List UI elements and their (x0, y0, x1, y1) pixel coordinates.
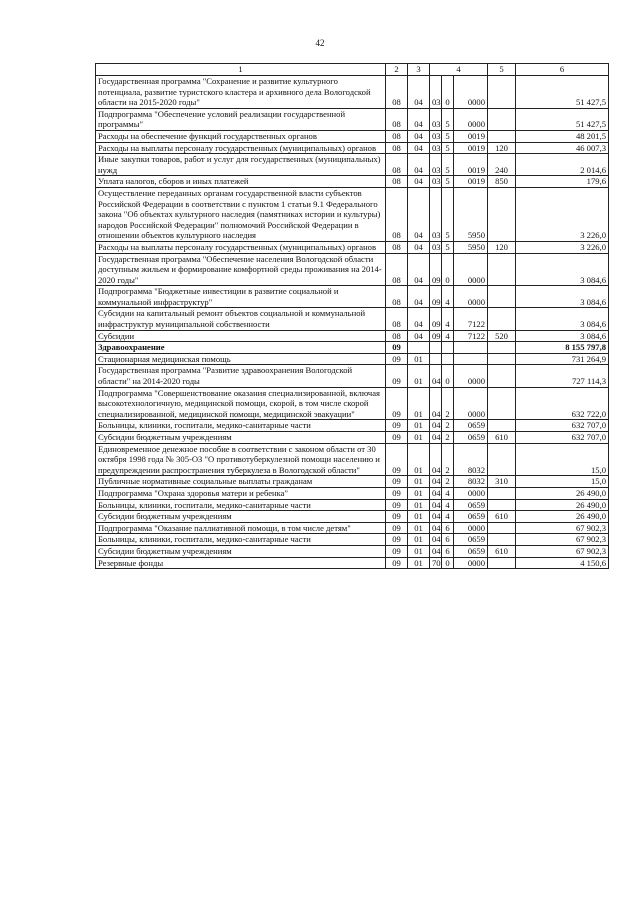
row-target-direction-cell: 0659 (454, 499, 488, 511)
table-row (96, 432, 609, 444)
row-target-program-cell: 09 (430, 308, 442, 330)
table-row (96, 176, 609, 188)
table-row (96, 130, 609, 142)
row-target-direction-cell: 0659 (454, 534, 488, 546)
row-target-program-cell: 04 (430, 545, 442, 557)
row-subsection-cell: 01 (408, 545, 430, 557)
row-expense-type-cell: 610 (488, 511, 516, 523)
row-target-program-cell: 09 (430, 253, 442, 286)
row-subsection-cell: 01 (408, 476, 430, 488)
row-section-cell: 09 (386, 476, 408, 488)
row-name-cell: Государственная программа "Обеспечение населения Вологодской области доступным жильем и формирование комфортной среды проживания на 2014-2020 годы" (96, 253, 386, 286)
row-target-program-cell: 03 (430, 176, 442, 188)
row-subsection-cell: 01 (408, 420, 430, 432)
row-name-cell: Осуществление переданных органам государственной власти субъектов Российской Федерации в соответствии с пунктом 1 статьи 9.1 Федерального закона "Об объектах культурного наследия (памятниках истории и культуры) народов Российской Федерации" полномочий Российской Федерации в отношении объектов культурного наследия (96, 187, 386, 241)
header-col-section: 2 (386, 64, 408, 76)
table-row (96, 476, 609, 488)
row-subsection-cell: 01 (408, 534, 430, 546)
row-subsection-cell: 01 (408, 353, 430, 365)
row-sum-cell: 26 490,0 (516, 511, 609, 523)
row-target-subprogram-cell: 5 (442, 130, 454, 142)
row-section-cell: 09 (386, 353, 408, 365)
row-section-cell: 08 (386, 308, 408, 330)
table-row (96, 142, 609, 154)
row-expense-type-cell (488, 499, 516, 511)
table-row (96, 499, 609, 511)
table-row (96, 443, 609, 476)
row-name-cell: Больницы, клиники, госпитали, медико-санитарные части (96, 534, 386, 546)
row-subsection-cell: 01 (408, 487, 430, 499)
row-name-cell: Субсидии на капитальный ремонт объектов социальной и коммунальной инфраструктур муниципальной собственности (96, 308, 386, 330)
row-target-subprogram-cell: 2 (442, 476, 454, 488)
row-section-cell: 08 (386, 176, 408, 188)
row-expense-type-cell (488, 387, 516, 420)
row-sum-cell: 3 226,0 (516, 241, 609, 253)
row-name-cell: Субсидии бюджетным учреждениям (96, 511, 386, 523)
row-section-cell: 08 (386, 286, 408, 308)
row-section-cell: 08 (386, 187, 408, 241)
row-name-cell: Подпрограмма "Бюджетные инвестиции в развитие социальной и коммунальной инфраструктур" (96, 286, 386, 308)
row-target-direction-cell: 0000 (454, 487, 488, 499)
row-subsection-cell (408, 342, 430, 354)
row-expense-type-cell: 120 (488, 241, 516, 253)
row-subsection-cell: 01 (408, 499, 430, 511)
row-sum-cell: 15,0 (516, 476, 609, 488)
row-sum-cell: 2 014,6 (516, 154, 609, 176)
row-subsection-cell: 04 (408, 108, 430, 130)
row-target-program-cell: 03 (430, 108, 442, 130)
row-sum-cell: 51 427,5 (516, 76, 609, 109)
row-expense-type-cell (488, 286, 516, 308)
row-sum-cell: 15,0 (516, 443, 609, 476)
row-target-subprogram-cell: 2 (442, 443, 454, 476)
table-row (96, 330, 609, 342)
row-target-subprogram-cell: 5 (442, 187, 454, 241)
header-col-sum: 6 (516, 64, 609, 76)
header-col-subsection: 3 (408, 64, 430, 76)
header-col-target: 4 (430, 64, 488, 76)
row-section-cell: 09 (386, 420, 408, 432)
row-target-direction-cell: 7122 (454, 330, 488, 342)
table-row (96, 487, 609, 499)
row-sum-cell: 46 007,3 (516, 142, 609, 154)
row-target-program-cell: 04 (430, 499, 442, 511)
table-row (96, 511, 609, 523)
row-name-cell: Уплата налогов, сборов и иных платежей (96, 176, 386, 188)
row-name-cell: Единовременное денежное пособие в соответствии с законом области от 30 октября 1998 года № 305-ОЗ "О противотуберкулезной помощи населению и предупреждении распространения туберкулеза в Вологодской области" (96, 443, 386, 476)
row-target-program-cell: 03 (430, 241, 442, 253)
row-sum-cell: 3 084,6 (516, 308, 609, 330)
row-expense-type-cell (488, 130, 516, 142)
row-expense-type-cell (488, 443, 516, 476)
row-target-subprogram-cell: 4 (442, 330, 454, 342)
row-target-direction-cell: 5950 (454, 241, 488, 253)
row-expense-type-cell (488, 187, 516, 241)
table-row (96, 253, 609, 286)
row-target-subprogram-cell: 4 (442, 511, 454, 523)
row-sum-cell: 4 150,6 (516, 557, 609, 569)
row-sum-cell: 632 707,0 (516, 432, 609, 444)
row-name-cell: Подпрограмма "Обеспечение условий реализации государственной программы" (96, 108, 386, 130)
row-sum-cell: 67 902,3 (516, 534, 609, 546)
table-row (96, 534, 609, 546)
row-target-subprogram-cell (442, 342, 454, 354)
row-sum-cell: 26 490,0 (516, 487, 609, 499)
row-section-cell: 08 (386, 253, 408, 286)
row-target-subprogram-cell: 2 (442, 420, 454, 432)
row-target-program-cell: 04 (430, 432, 442, 444)
row-expense-type-cell: 310 (488, 476, 516, 488)
row-target-direction-cell: 0019 (454, 154, 488, 176)
row-target-program-cell: 03 (430, 130, 442, 142)
row-target-direction-cell: 0019 (454, 176, 488, 188)
row-name-cell: Здравоохранение (96, 342, 386, 354)
row-target-subprogram-cell: 5 (442, 108, 454, 130)
table-row (96, 365, 609, 387)
row-target-program-cell: 04 (430, 387, 442, 420)
row-subsection-cell: 04 (408, 130, 430, 142)
row-subsection-cell: 01 (408, 522, 430, 534)
row-expense-type-cell: 240 (488, 154, 516, 176)
row-section-cell: 09 (386, 557, 408, 569)
row-expense-type-cell (488, 253, 516, 286)
row-name-cell: Субсидии бюджетным учреждениям (96, 545, 386, 557)
row-sum-cell: 632 707,0 (516, 420, 609, 432)
row-target-direction-cell: 8032 (454, 443, 488, 476)
row-section-cell: 08 (386, 330, 408, 342)
row-subsection-cell: 04 (408, 142, 430, 154)
table-row (96, 557, 609, 569)
row-target-direction-cell: 0019 (454, 130, 488, 142)
row-subsection-cell: 04 (408, 330, 430, 342)
row-expense-type-cell (488, 534, 516, 546)
row-name-cell: Расходы на выплаты персоналу государственных (муниципальных) органов (96, 142, 386, 154)
row-subsection-cell: 04 (408, 286, 430, 308)
row-target-direction-cell: 7122 (454, 308, 488, 330)
row-subsection-cell: 04 (408, 308, 430, 330)
row-target-program-cell (430, 342, 442, 354)
header-col-expense-type: 5 (488, 64, 516, 76)
row-target-subprogram-cell: 0 (442, 76, 454, 109)
row-target-program-cell: 03 (430, 187, 442, 241)
row-name-cell: Подпрограмма "Совершенствование оказания специализированной, включая высокотехнологичную, медицинской помощи, скорой, в том числе скорой специализированной, медицинской помощи, медицинской эвакуации" (96, 387, 386, 420)
table-row (96, 308, 609, 330)
row-sum-cell: 3 226,0 (516, 187, 609, 241)
row-target-program-cell: 04 (430, 522, 442, 534)
row-subsection-cell: 01 (408, 387, 430, 420)
row-section-cell: 08 (386, 108, 408, 130)
row-expense-type-cell (488, 487, 516, 499)
row-expense-type-cell (488, 522, 516, 534)
header-col-name: 1 (96, 64, 386, 76)
row-name-cell: Субсидии бюджетным учреждениям (96, 432, 386, 444)
row-sum-cell: 67 902,3 (516, 522, 609, 534)
row-expense-type-cell (488, 420, 516, 432)
row-target-subprogram-cell: 6 (442, 534, 454, 546)
row-target-program-cell: 04 (430, 476, 442, 488)
row-target-direction-cell: 0000 (454, 76, 488, 109)
row-section-cell: 08 (386, 142, 408, 154)
row-expense-type-cell (488, 76, 516, 109)
row-subsection-cell: 04 (408, 241, 430, 253)
row-target-subprogram-cell: 4 (442, 487, 454, 499)
row-target-subprogram-cell: 5 (442, 176, 454, 188)
row-expense-type-cell: 520 (488, 330, 516, 342)
row-sum-cell: 67 902,3 (516, 545, 609, 557)
row-target-program-cell: 03 (430, 154, 442, 176)
row-target-program-cell: 04 (430, 511, 442, 523)
row-sum-cell: 632 722,0 (516, 387, 609, 420)
table-row (96, 76, 609, 109)
table-row (96, 108, 609, 130)
row-sum-cell: 51 427,5 (516, 108, 609, 130)
row-expense-type-cell: 610 (488, 432, 516, 444)
row-target-program-cell: 04 (430, 443, 442, 476)
row-target-direction-cell (454, 353, 488, 365)
table-row (96, 420, 609, 432)
row-target-direction-cell: 0659 (454, 511, 488, 523)
row-target-direction-cell: 0000 (454, 253, 488, 286)
row-name-cell: Расходы на выплаты персоналу государственных (муниципальных) органов (96, 241, 386, 253)
row-target-subprogram-cell: 6 (442, 545, 454, 557)
table-row (96, 342, 609, 354)
row-name-cell: Больницы, клиники, госпитали, медико-санитарные части (96, 499, 386, 511)
row-subsection-cell: 01 (408, 511, 430, 523)
row-section-cell: 09 (386, 365, 408, 387)
row-name-cell: Субсидии (96, 330, 386, 342)
row-target-program-cell: 09 (430, 286, 442, 308)
row-section-cell: 08 (386, 130, 408, 142)
row-target-subprogram-cell: 4 (442, 499, 454, 511)
row-subsection-cell: 04 (408, 253, 430, 286)
row-target-direction-cell: 0659 (454, 432, 488, 444)
table-row (96, 154, 609, 176)
row-name-cell: Государственная программа "Сохранение и развитие культурного потенциала, развитие туристского кластера и архивного дела Вологодской области на 2015-2020 годы" (96, 76, 386, 109)
row-target-direction-cell: 0019 (454, 142, 488, 154)
row-target-subprogram-cell: 0 (442, 557, 454, 569)
row-name-cell: Подпрограмма "Охрана здоровья матери и ребенка" (96, 487, 386, 499)
row-target-program-cell: 04 (430, 420, 442, 432)
row-expense-type-cell (488, 365, 516, 387)
row-expense-type-cell: 610 (488, 545, 516, 557)
row-target-direction-cell (454, 342, 488, 354)
row-target-subprogram-cell: 0 (442, 365, 454, 387)
row-target-direction-cell: 5950 (454, 187, 488, 241)
row-target-direction-cell: 0000 (454, 522, 488, 534)
table-row (96, 187, 609, 241)
budget-table (95, 63, 609, 569)
row-name-cell: Подпрограмма "Оказание паллиативной помощи, в том числе детям" (96, 522, 386, 534)
row-expense-type-cell (488, 108, 516, 130)
row-target-direction-cell: 0000 (454, 557, 488, 569)
row-target-subprogram-cell: 2 (442, 432, 454, 444)
row-target-direction-cell: 0000 (454, 365, 488, 387)
row-subsection-cell: 01 (408, 443, 430, 476)
row-target-direction-cell: 0000 (454, 387, 488, 420)
row-sum-cell: 3 084,6 (516, 253, 609, 286)
row-expense-type-cell (488, 557, 516, 569)
row-target-direction-cell: 0659 (454, 420, 488, 432)
table-row (96, 545, 609, 557)
row-target-direction-cell: 0000 (454, 108, 488, 130)
row-target-program-cell: 03 (430, 142, 442, 154)
row-name-cell: Расходы на обеспечение функций государственных органов (96, 130, 386, 142)
row-sum-cell: 727 114,3 (516, 365, 609, 387)
table-row (96, 522, 609, 534)
row-expense-type-cell (488, 342, 516, 354)
row-target-subprogram-cell: 5 (442, 154, 454, 176)
row-section-cell: 09 (386, 499, 408, 511)
row-name-cell: Больницы, клиники, госпитали, медико-санитарные части (96, 420, 386, 432)
row-target-subprogram-cell: 0 (442, 253, 454, 286)
row-target-subprogram-cell: 4 (442, 308, 454, 330)
row-subsection-cell: 01 (408, 432, 430, 444)
row-target-subprogram-cell (442, 353, 454, 365)
row-section-cell: 09 (386, 545, 408, 557)
row-target-subprogram-cell: 5 (442, 241, 454, 253)
row-section-cell: 09 (386, 534, 408, 546)
row-expense-type-cell: 120 (488, 142, 516, 154)
row-target-direction-cell: 8032 (454, 476, 488, 488)
row-section-cell: 09 (386, 443, 408, 476)
row-target-subprogram-cell: 5 (442, 142, 454, 154)
table-row (96, 286, 609, 308)
row-section-cell: 09 (386, 522, 408, 534)
row-target-program-cell: 03 (430, 76, 442, 109)
row-subsection-cell: 04 (408, 76, 430, 109)
row-name-cell: Резервные фонды (96, 557, 386, 569)
row-target-subprogram-cell: 4 (442, 286, 454, 308)
row-sum-cell: 3 084,6 (516, 286, 609, 308)
row-target-subprogram-cell: 2 (442, 387, 454, 420)
row-section-cell: 09 (386, 511, 408, 523)
row-subsection-cell: 04 (408, 176, 430, 188)
row-target-subprogram-cell: 6 (442, 522, 454, 534)
row-target-program-cell (430, 353, 442, 365)
row-sum-cell: 731 264,9 (516, 353, 609, 365)
row-expense-type-cell (488, 353, 516, 365)
row-section-cell: 08 (386, 154, 408, 176)
row-name-cell: Стационарная медицинская помощь (96, 353, 386, 365)
row-section-cell: 09 (386, 487, 408, 499)
row-target-program-cell: 09 (430, 330, 442, 342)
page-number: 42 (315, 38, 325, 48)
row-name-cell: Иные закупки товаров, работ и услуг для государственных (муниципальных) нужд (96, 154, 386, 176)
row-name-cell: Публичные нормативные социальные выплаты гражданам (96, 476, 386, 488)
row-section-cell: 09 (386, 342, 408, 354)
row-sum-cell: 48 201,5 (516, 130, 609, 142)
table-row (96, 387, 609, 420)
row-sum-cell: 3 084,6 (516, 330, 609, 342)
row-section-cell: 08 (386, 76, 408, 109)
row-sum-cell: 179,6 (516, 176, 609, 188)
row-section-cell: 09 (386, 432, 408, 444)
row-target-program-cell: 70 (430, 557, 442, 569)
row-target-program-cell: 04 (430, 487, 442, 499)
row-sum-cell: 8 155 797,8 (516, 342, 609, 354)
row-subsection-cell: 04 (408, 187, 430, 241)
row-target-direction-cell: 0000 (454, 286, 488, 308)
row-sum-cell: 26 490,0 (516, 499, 609, 511)
row-section-cell: 09 (386, 387, 408, 420)
row-target-direction-cell: 0659 (454, 545, 488, 557)
table-body (96, 76, 609, 569)
row-section-cell: 08 (386, 241, 408, 253)
row-subsection-cell: 01 (408, 365, 430, 387)
table-row (96, 241, 609, 253)
row-subsection-cell: 01 (408, 557, 430, 569)
row-target-program-cell: 04 (430, 365, 442, 387)
row-target-program-cell: 04 (430, 534, 442, 546)
row-expense-type-cell (488, 308, 516, 330)
row-name-cell: Государственная программа "Развитие здравоохранения Вологодской области" на 2014-2020 годы (96, 365, 386, 387)
row-subsection-cell: 04 (408, 154, 430, 176)
row-expense-type-cell: 850 (488, 176, 516, 188)
table-row (96, 353, 609, 365)
header-row (96, 64, 609, 76)
